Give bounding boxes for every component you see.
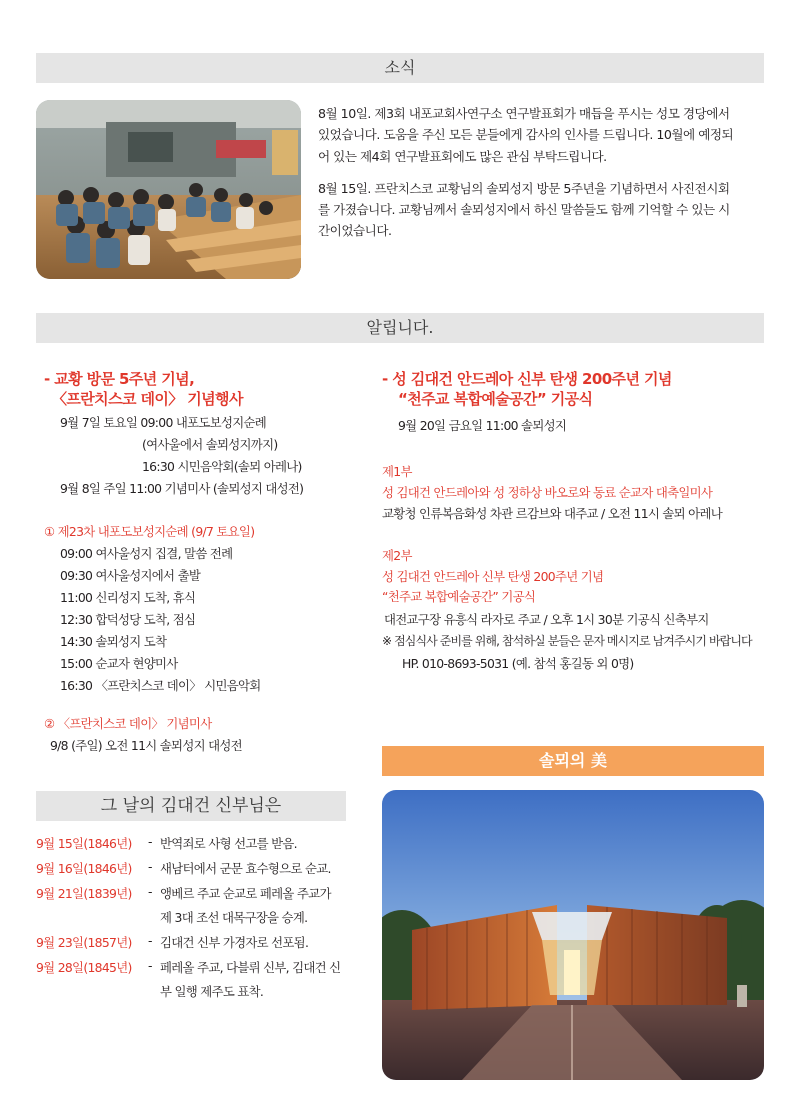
history-dash: - [148,859,152,874]
history-section-title: 그 날의 김대건 신부님은 [36,791,346,821]
news-paragraph-2: 8월 15일. 프란치스코 교황님의 솔뫼성지 방문 5주년을 기념하면서 사진전시회를 가졌습니다. 교황님께서 솔뫼성지에서 하신 말씀들도 함께 기억할 수 있는 시간이었습니다. [318,180,730,239]
history-event: 새남터에서 군문 효수형으로 순교. [160,861,331,876]
history-event: 앵베르 주교 순교로 페레올 주교가 [160,886,331,901]
history-dash: - [148,834,152,849]
history-event-cont: 제 3대 조선 대목구장을 승계. [160,910,308,925]
history-event: 반역죄로 사형 선고를 받음. [160,836,297,851]
part2-label: 제2부 [382,548,412,563]
mass-title: ② 〈프란치스코 데이〉 기념미사 [44,716,212,731]
history-dash: - [148,884,152,899]
part2-title-line1: 성 김대건 안드레아 신부 탄생 200주년 기념 [382,569,604,584]
news-paragraph-1: 8월 10일. 제3회 내포교회사연구소 연구발표회가 매듭을 푸시는 성모 경당에서 있었습니다. 도움을 주신 모든 분들에게 감사의 인사를 드립니다. 10월에 예정되어 있는 제4회 연구발표회에도 많은 관심 부탁드립니다. [318,106,734,164]
pilgrimage-item: 09:00 여사울성지 집결, 말씀 전례 [60,546,233,561]
schedule-line-1: 9월 7일 토요일 09:00 내포도보성지순례 [60,415,267,430]
history-date: 9월 23일(1857년) [36,935,132,950]
right-heading-line1: - 성 김대건 안드레아 신부 탄생 200주년 기념 [382,370,672,388]
right-heading-line2: “천주교 복합예술공간” 기공식 [398,390,593,408]
solmoe-building-photo [382,790,764,1080]
pilgrimage-item: 11:00 신리성지 도착, 휴식 [60,590,196,605]
schedule-line-4: 9월 8일 주일 11:00 기념미사 (솔뫼성지 대성전) [60,481,304,496]
pilgrimage-title: ① 제23차 내포도보성지순례 (9/7 토요일) [44,524,255,539]
news-body [318,103,738,242]
lunch-note: ※ 점심식사 준비를 위해, 참석하실 분들은 문자 메시지로 남겨주시기 바랍니다 [382,634,752,648]
mass-detail: 9/8 (주일) 오전 11시 솔뫼성지 대성전 [50,738,242,753]
history-date: 9월 21일(1839년) [36,886,132,901]
pilgrimage-item: 09:30 여사울성지에서 출발 [60,568,201,583]
schedule-line-3: 16:30 시민음악회(솔뫼 아레나) [142,459,302,474]
history-dash: - [148,933,152,948]
notice-section-title: 알립니다. [36,313,764,343]
beauty-section-title: 솔뫼의 美 [382,746,764,776]
ceremony-date: 9월 20일 금요일 11:00 솔뫼성지 [398,418,567,433]
pilgrimage-item: 12:30 합덕성당 도착, 점심 [60,612,196,627]
chapel-photo [36,100,301,279]
history-dash: - [148,958,152,973]
history-event: 페레올 주교, 다블뤼 신부, 김대건 신 [160,960,341,975]
history-date: 9월 16일(1846년) [36,861,132,876]
part1-detail: 교황청 인류복음화성 차관 르감브와 대주교 / 오전 11시 솔뫼 아레나 [382,506,722,521]
pilgrimage-item: 15:00 순교자 현양미사 [60,656,178,671]
news-section-title: 소식 [36,53,764,83]
part1-label: 제1부 [382,464,412,479]
pilgrimage-item: 16:30 〈프란치스코 데이〉 시민음악회 [60,678,261,693]
history-date: 9월 15일(1846년) [36,836,132,851]
history-event: 김대건 신부 가경자로 선포됨. [160,935,309,950]
part2-detail: 대전교구장 유흥식 라자로 주교 / 오후 1시 30분 기공식 신축부지 [384,612,709,627]
history-event-cont: 부 일행 제주도 표착. [160,984,264,999]
part2-title-line2: “천주교 복합예술공간” 기공식 [382,589,536,604]
lunch-note-phone: HP. 010-8693-5031 (예. 참석 홍길동 외 0명) [402,656,634,671]
history-date: 9월 28일(1845년) [36,960,132,975]
schedule-line-2: (여사울에서 솔뫼성지까지) [142,437,278,452]
part1-title: 성 김대건 안드레아와 성 정하상 바오로와 동료 순교자 대축일미사 [382,485,713,500]
left-heading-line2: 〈프란치스코 데이〉 기념행사 [52,390,243,408]
pilgrimage-item: 14:30 솔뫼성지 도착 [60,634,167,649]
left-heading-line1: - 교황 방문 5주년 기념, [44,370,195,388]
